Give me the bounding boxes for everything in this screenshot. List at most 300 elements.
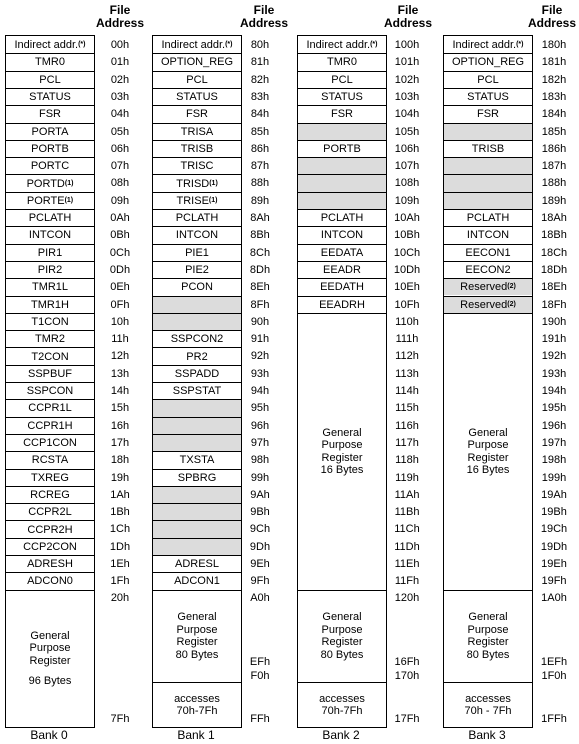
register-cell [153, 88, 241, 105]
bank-label: Bank 3 [468, 728, 506, 742]
file-address: 1FFh [541, 713, 567, 725]
gpr-text: Register [467, 451, 509, 464]
unimplemented-cell [444, 174, 532, 191]
register-name: TRISE [176, 194, 209, 207]
file-address: 8Dh [249, 263, 271, 276]
register-cell: Indirect addr. (*) [161, 38, 233, 51]
file-address: 18Dh [540, 263, 568, 276]
file-address: 119h [395, 471, 419, 484]
file-address: 0Eh [110, 281, 130, 294]
file-address: 182h [541, 73, 567, 86]
file-address: 18Ch [540, 246, 568, 259]
file-address: 10Dh [393, 263, 421, 276]
register-cell [153, 365, 241, 382]
register-name: PCL [39, 73, 61, 86]
register-name: T1CON [31, 315, 69, 328]
file-address: 11Bh [394, 506, 420, 519]
file-address: 94h [250, 385, 270, 397]
register-name: EEADR [323, 264, 361, 277]
register-cell [298, 71, 386, 88]
register-cell [444, 105, 532, 122]
file-address: 98h [250, 454, 270, 467]
unimplemented-cell [153, 434, 241, 451]
file-address: 0Dh [109, 263, 131, 276]
register-name: Indirect addr. [306, 38, 371, 51]
file-address: 90h [250, 315, 270, 328]
file-address-header: File Address [527, 3, 577, 30]
register-name: OPTION_REG [451, 56, 525, 69]
general-purpose-register [298, 590, 386, 682]
unimplemented-cell [153, 417, 241, 434]
register-name: PORTB [31, 142, 69, 155]
gpr-text: Purpose [29, 642, 71, 655]
register-cell [153, 382, 241, 399]
register-cell [6, 313, 94, 330]
file-address-header: File Address [95, 3, 145, 30]
file-address: 193h [541, 367, 567, 380]
gpr-text: Register [321, 451, 363, 464]
file-address: 14h [110, 385, 130, 397]
register-cell [6, 417, 94, 434]
register-name: PCLATH [320, 212, 364, 225]
register-cell [153, 53, 241, 70]
file-address: 11Ch [394, 523, 420, 536]
register-name: RCSTA [31, 454, 69, 467]
register-name: PCL [477, 73, 499, 86]
register-name: PIE2 [185, 264, 209, 277]
register-cell [444, 226, 532, 243]
file-address: 103h [394, 90, 420, 103]
file-address: 10Fh [394, 298, 420, 311]
file-address: 19Fh [541, 575, 567, 588]
file-address: 191h [541, 333, 567, 346]
gpr-text: Purpose [467, 439, 509, 452]
file-address: 8Ch [249, 246, 271, 259]
register-name: CCPR2H [27, 523, 73, 536]
register-name: Reserved [460, 298, 508, 311]
register-cell [153, 261, 241, 278]
file-address: EFh [249, 656, 271, 668]
unimplemented-cell [444, 123, 532, 140]
file-address: 9Fh [250, 575, 270, 588]
register-cell [6, 365, 94, 382]
register-name: PORTD [26, 177, 65, 190]
file-address: 9Dh [249, 540, 271, 553]
file-address: 106h [394, 142, 420, 155]
gpr-text: General [322, 611, 362, 624]
file-address: 108h [394, 177, 420, 190]
register-name: TMR2 [35, 333, 65, 346]
file-address: 10h [110, 315, 130, 328]
register-cell [153, 140, 241, 157]
file-address: 05h [110, 125, 130, 138]
file-address: 9Eh [250, 558, 270, 570]
register-name: CCP2CON [23, 540, 77, 553]
file-address: 16Fh [394, 656, 420, 668]
file-address: 7Fh [110, 713, 130, 725]
gpr-text: General [30, 629, 70, 642]
file-address: 12h [110, 350, 130, 363]
gpr-text: Register [29, 654, 71, 667]
register-cell [6, 434, 94, 451]
unimplemented-cell [153, 296, 241, 313]
register-name: SSPSTAT [172, 385, 222, 398]
file-address: 02h [110, 73, 130, 86]
file-address: 107h [394, 160, 420, 173]
register-name: STATUS [321, 91, 363, 104]
file-address: 1Ah [110, 488, 130, 501]
register-cell [153, 157, 241, 174]
register-name: FSR [39, 108, 61, 121]
register-cell [298, 53, 386, 70]
register-name: TMR1H [31, 298, 69, 311]
register-name: PORTA [31, 125, 69, 138]
file-address-header: File Address [383, 3, 433, 30]
register-name: STATUS [176, 91, 218, 104]
file-address: 101h [394, 56, 420, 69]
file-address: 87h [250, 160, 270, 173]
register-name: ADRESL [174, 558, 220, 571]
file-address: 197h [541, 436, 567, 449]
file-address: 0Ah [110, 212, 130, 224]
gpr-text: General [468, 426, 508, 439]
unimplemented-cell [153, 520, 241, 537]
gpr-text: 80 Bytes [466, 648, 510, 661]
file-address: 06h [110, 142, 130, 155]
register-cell [298, 88, 386, 105]
register-cell: PORTE (1) [6, 192, 94, 209]
register-cell: Indirect addr. (*) [14, 38, 86, 51]
file-address: 89h [250, 194, 270, 207]
file-address: 8Bh [250, 229, 270, 242]
gpr-text: 80 Bytes [175, 648, 219, 661]
register-cell [6, 226, 94, 243]
file-address: 17h [110, 436, 130, 449]
file-address: 194h [541, 385, 567, 397]
file-address: 0Ch [109, 246, 131, 259]
register-name: Indirect addr. [452, 38, 517, 51]
bank-1-register-column [152, 35, 242, 728]
file-address: 1Dh [109, 540, 131, 553]
file-address: 83h [250, 90, 270, 103]
register-cell [6, 520, 94, 537]
register-name: Indirect addr. [14, 38, 79, 51]
register-cell [298, 261, 386, 278]
register-name: FSR [331, 108, 353, 121]
register-cell [444, 71, 532, 88]
file-address: 1Eh [110, 558, 130, 570]
file-address: 195h [541, 402, 567, 415]
bank-0-register-column [5, 35, 95, 728]
file-address: 84h [250, 108, 270, 121]
access-bank-block [298, 682, 386, 727]
general-purpose-register-16 [444, 313, 532, 590]
file-address: A0h [250, 591, 270, 604]
register-name: TXSTA [179, 454, 215, 467]
register-cell [6, 261, 94, 278]
file-address: 95h [250, 402, 270, 415]
register-cell [6, 469, 94, 486]
register-name: PCL [331, 73, 353, 86]
bank-label: Bank 2 [322, 728, 360, 742]
file-address: 86h [250, 142, 270, 155]
register-name: RCREG [30, 488, 70, 501]
file-address: 91h [250, 333, 270, 346]
unimplemented-cell [444, 192, 532, 209]
file-address: 18Fh [541, 298, 567, 311]
file-address: 183h [541, 90, 567, 103]
register-cell: TRISE (1) [153, 192, 241, 209]
file-address: 07h [110, 160, 130, 173]
register-name: PCLATH [466, 212, 510, 225]
register-cell [153, 278, 241, 295]
unimplemented-cell [153, 503, 241, 520]
file-address: 18Ah [541, 212, 567, 224]
register-name: TRISD [176, 177, 210, 190]
register-name: EECON2 [465, 264, 511, 277]
register-cell [153, 555, 241, 572]
register-cell [6, 451, 94, 468]
file-address: 19Bh [541, 506, 567, 519]
register-name: PCL [186, 73, 208, 86]
register-name: INTCON [466, 229, 510, 242]
register-name: CCP1CON [23, 437, 77, 450]
file-address: 09h [110, 194, 130, 207]
file-address: 113h [395, 367, 419, 380]
register-name: OPTION_REG [160, 56, 234, 69]
gpr-text: 16 Bytes [466, 464, 510, 477]
file-address: 08h [110, 177, 130, 190]
register-name: SSPCON [26, 385, 74, 398]
file-address: 18h [110, 454, 130, 467]
file-address: 8Ah [250, 212, 270, 224]
register-name: PCON [181, 281, 213, 294]
register-cell [6, 123, 94, 140]
file-address: 190h [541, 315, 567, 328]
gpr-text: Purpose [321, 439, 363, 452]
register-name: CCPR1L [28, 402, 72, 415]
file-address: 170h [394, 670, 420, 682]
register-name: T2CON [31, 350, 69, 363]
register-name: Reserved [460, 281, 508, 294]
file-address: 1F0h [541, 670, 567, 682]
register-name: TXREG [31, 471, 69, 484]
register-cell [6, 503, 94, 520]
register-cell [298, 105, 386, 122]
register-cell [6, 555, 94, 572]
register-name: SSPADD [174, 367, 220, 380]
register-cell [6, 399, 94, 416]
register-cell [153, 469, 241, 486]
gpr-text: 16 Bytes [320, 464, 364, 477]
register-name: ADCON0 [27, 575, 73, 588]
file-address: 189h [541, 194, 567, 207]
register-name: PCLATH [175, 212, 219, 225]
file-address: 80h [250, 39, 270, 51]
bank-label: Bank 0 [30, 728, 68, 742]
file-address: 11Dh [394, 540, 420, 553]
register-name: SPBRG [177, 471, 217, 484]
access-text: 70h-7Fh [176, 705, 218, 717]
register-cell [153, 244, 241, 261]
file-address: 112h [395, 350, 419, 363]
access-bank-block [444, 682, 532, 727]
register-cell [6, 244, 94, 261]
file-address: 186h [541, 142, 567, 155]
file-address: 117h [395, 436, 419, 449]
register-name: EEDATH [320, 281, 364, 294]
register-name: TRISB [471, 142, 505, 155]
register-cell [6, 278, 94, 295]
register-cell: TRISD (1) [153, 174, 241, 191]
register-name: TRISC [180, 160, 214, 173]
file-address: 88h [250, 177, 270, 190]
file-address: 16h [110, 419, 130, 432]
access-text: 70h - 7Fh [464, 705, 512, 717]
unimplemented-cell [153, 538, 241, 555]
register-name: FSR [477, 108, 499, 121]
register-name: PR2 [186, 350, 208, 363]
register-cell [444, 209, 532, 226]
file-address: 104h [394, 108, 420, 121]
register-cell: Indirect addr. (*) [306, 38, 378, 51]
register-cell [6, 71, 94, 88]
register-cell [298, 226, 386, 243]
register-name: ADCON1 [174, 575, 220, 588]
gpr-text: General [322, 426, 362, 439]
register-name: INTCON [320, 229, 364, 242]
register-name: ADRESH [27, 558, 73, 571]
file-address: 15h [110, 402, 130, 415]
file-address: 01h [110, 56, 130, 69]
register-cell [6, 382, 94, 399]
file-address: 196h [541, 419, 567, 432]
file-address: 181h [541, 56, 567, 69]
file-address: 187h [541, 160, 567, 173]
register-cell: Reserved (2) [444, 278, 532, 295]
access-text: accesses [465, 692, 511, 705]
unimplemented-cell [153, 399, 241, 416]
file-address: 10Ch [393, 246, 421, 259]
file-address: 19Eh [541, 558, 567, 570]
register-cell [6, 53, 94, 70]
register-cell [6, 486, 94, 503]
register-name: PIE1 [185, 246, 209, 259]
file-address: 11h [111, 333, 129, 346]
register-name: PIR2 [37, 264, 63, 277]
file-address: 8Fh [250, 298, 270, 311]
register-name: INTCON [175, 229, 219, 242]
register-cell [444, 244, 532, 261]
unimplemented-cell [298, 192, 386, 209]
register-cell [444, 140, 532, 157]
register-name: Indirect addr. [161, 38, 226, 51]
register-cell [153, 105, 241, 122]
file-address: 188h [541, 177, 567, 190]
file-address: 10Bh [394, 229, 420, 242]
file-address: 105h [394, 125, 420, 138]
gpr-text: Register [176, 636, 218, 649]
file-address: FFh [250, 713, 270, 725]
register-cell [6, 157, 94, 174]
file-address: 11Eh [394, 558, 420, 570]
register-name: EEADRH [319, 298, 365, 311]
file-address: 85h [250, 125, 270, 138]
file-address: 19Dh [540, 540, 568, 553]
register-name: TMR1L [31, 281, 69, 294]
register-cell [6, 140, 94, 157]
file-address: 118h [395, 454, 419, 467]
general-purpose-register [6, 590, 94, 727]
file-address: 1Fh [110, 575, 130, 588]
file-address: 111h [395, 333, 419, 346]
file-address: 97h [250, 436, 270, 449]
file-address: 1Bh [110, 506, 130, 519]
file-address: 10Ah [394, 212, 420, 224]
register-cell: PORTD (1) [6, 174, 94, 191]
register-cell [153, 451, 241, 468]
file-address: 19Ch [540, 523, 568, 536]
register-name: CCPR1H [27, 419, 73, 432]
file-address: 100h [394, 39, 420, 51]
register-cell [298, 140, 386, 157]
register-name: PCLATH [28, 212, 72, 225]
register-name: EECON1 [465, 246, 511, 259]
register-cell: Reserved (2) [444, 296, 532, 313]
register-cell [153, 71, 241, 88]
file-address: 19h [110, 471, 130, 484]
register-cell [298, 296, 386, 313]
gpr-text: Purpose [467, 623, 509, 636]
register-cell [298, 209, 386, 226]
register-cell [153, 209, 241, 226]
register-name: TRISB [180, 142, 214, 155]
register-cell [6, 296, 94, 313]
file-address: 00h [110, 39, 130, 51]
file-address: 11Ah [394, 488, 420, 501]
unimplemented-cell [298, 123, 386, 140]
register-name: TMR0 [327, 56, 357, 69]
file-address: 03h [110, 90, 130, 103]
file-address: 198h [541, 454, 567, 467]
file-address: 81h [250, 56, 270, 69]
file-address: 0Bh [110, 229, 130, 242]
register-cell [444, 53, 532, 70]
access-text: accesses [174, 692, 220, 705]
gpr-text: Purpose [176, 623, 218, 636]
file-address: 8Eh [250, 281, 270, 294]
register-cell [6, 347, 94, 364]
file-address: 120h [394, 591, 420, 604]
file-address: 82h [250, 73, 270, 86]
register-cell [6, 88, 94, 105]
register-cell [298, 278, 386, 295]
unimplemented-cell [444, 157, 532, 174]
file-address: 0Fh [110, 298, 130, 311]
file-address: 192h [541, 350, 567, 363]
file-address: 92h [250, 350, 270, 363]
gpr-text: Purpose [321, 623, 363, 636]
register-name: CCPR2L [28, 506, 72, 519]
register-name: PIR1 [37, 246, 63, 259]
file-address: 114h [395, 385, 419, 397]
general-purpose-register [153, 590, 241, 682]
register-name: STATUS [29, 91, 71, 104]
register-cell [444, 88, 532, 105]
register-name: FSR [186, 108, 208, 121]
register-cell: Indirect addr. (*) [452, 38, 524, 51]
register-cell [153, 330, 241, 347]
